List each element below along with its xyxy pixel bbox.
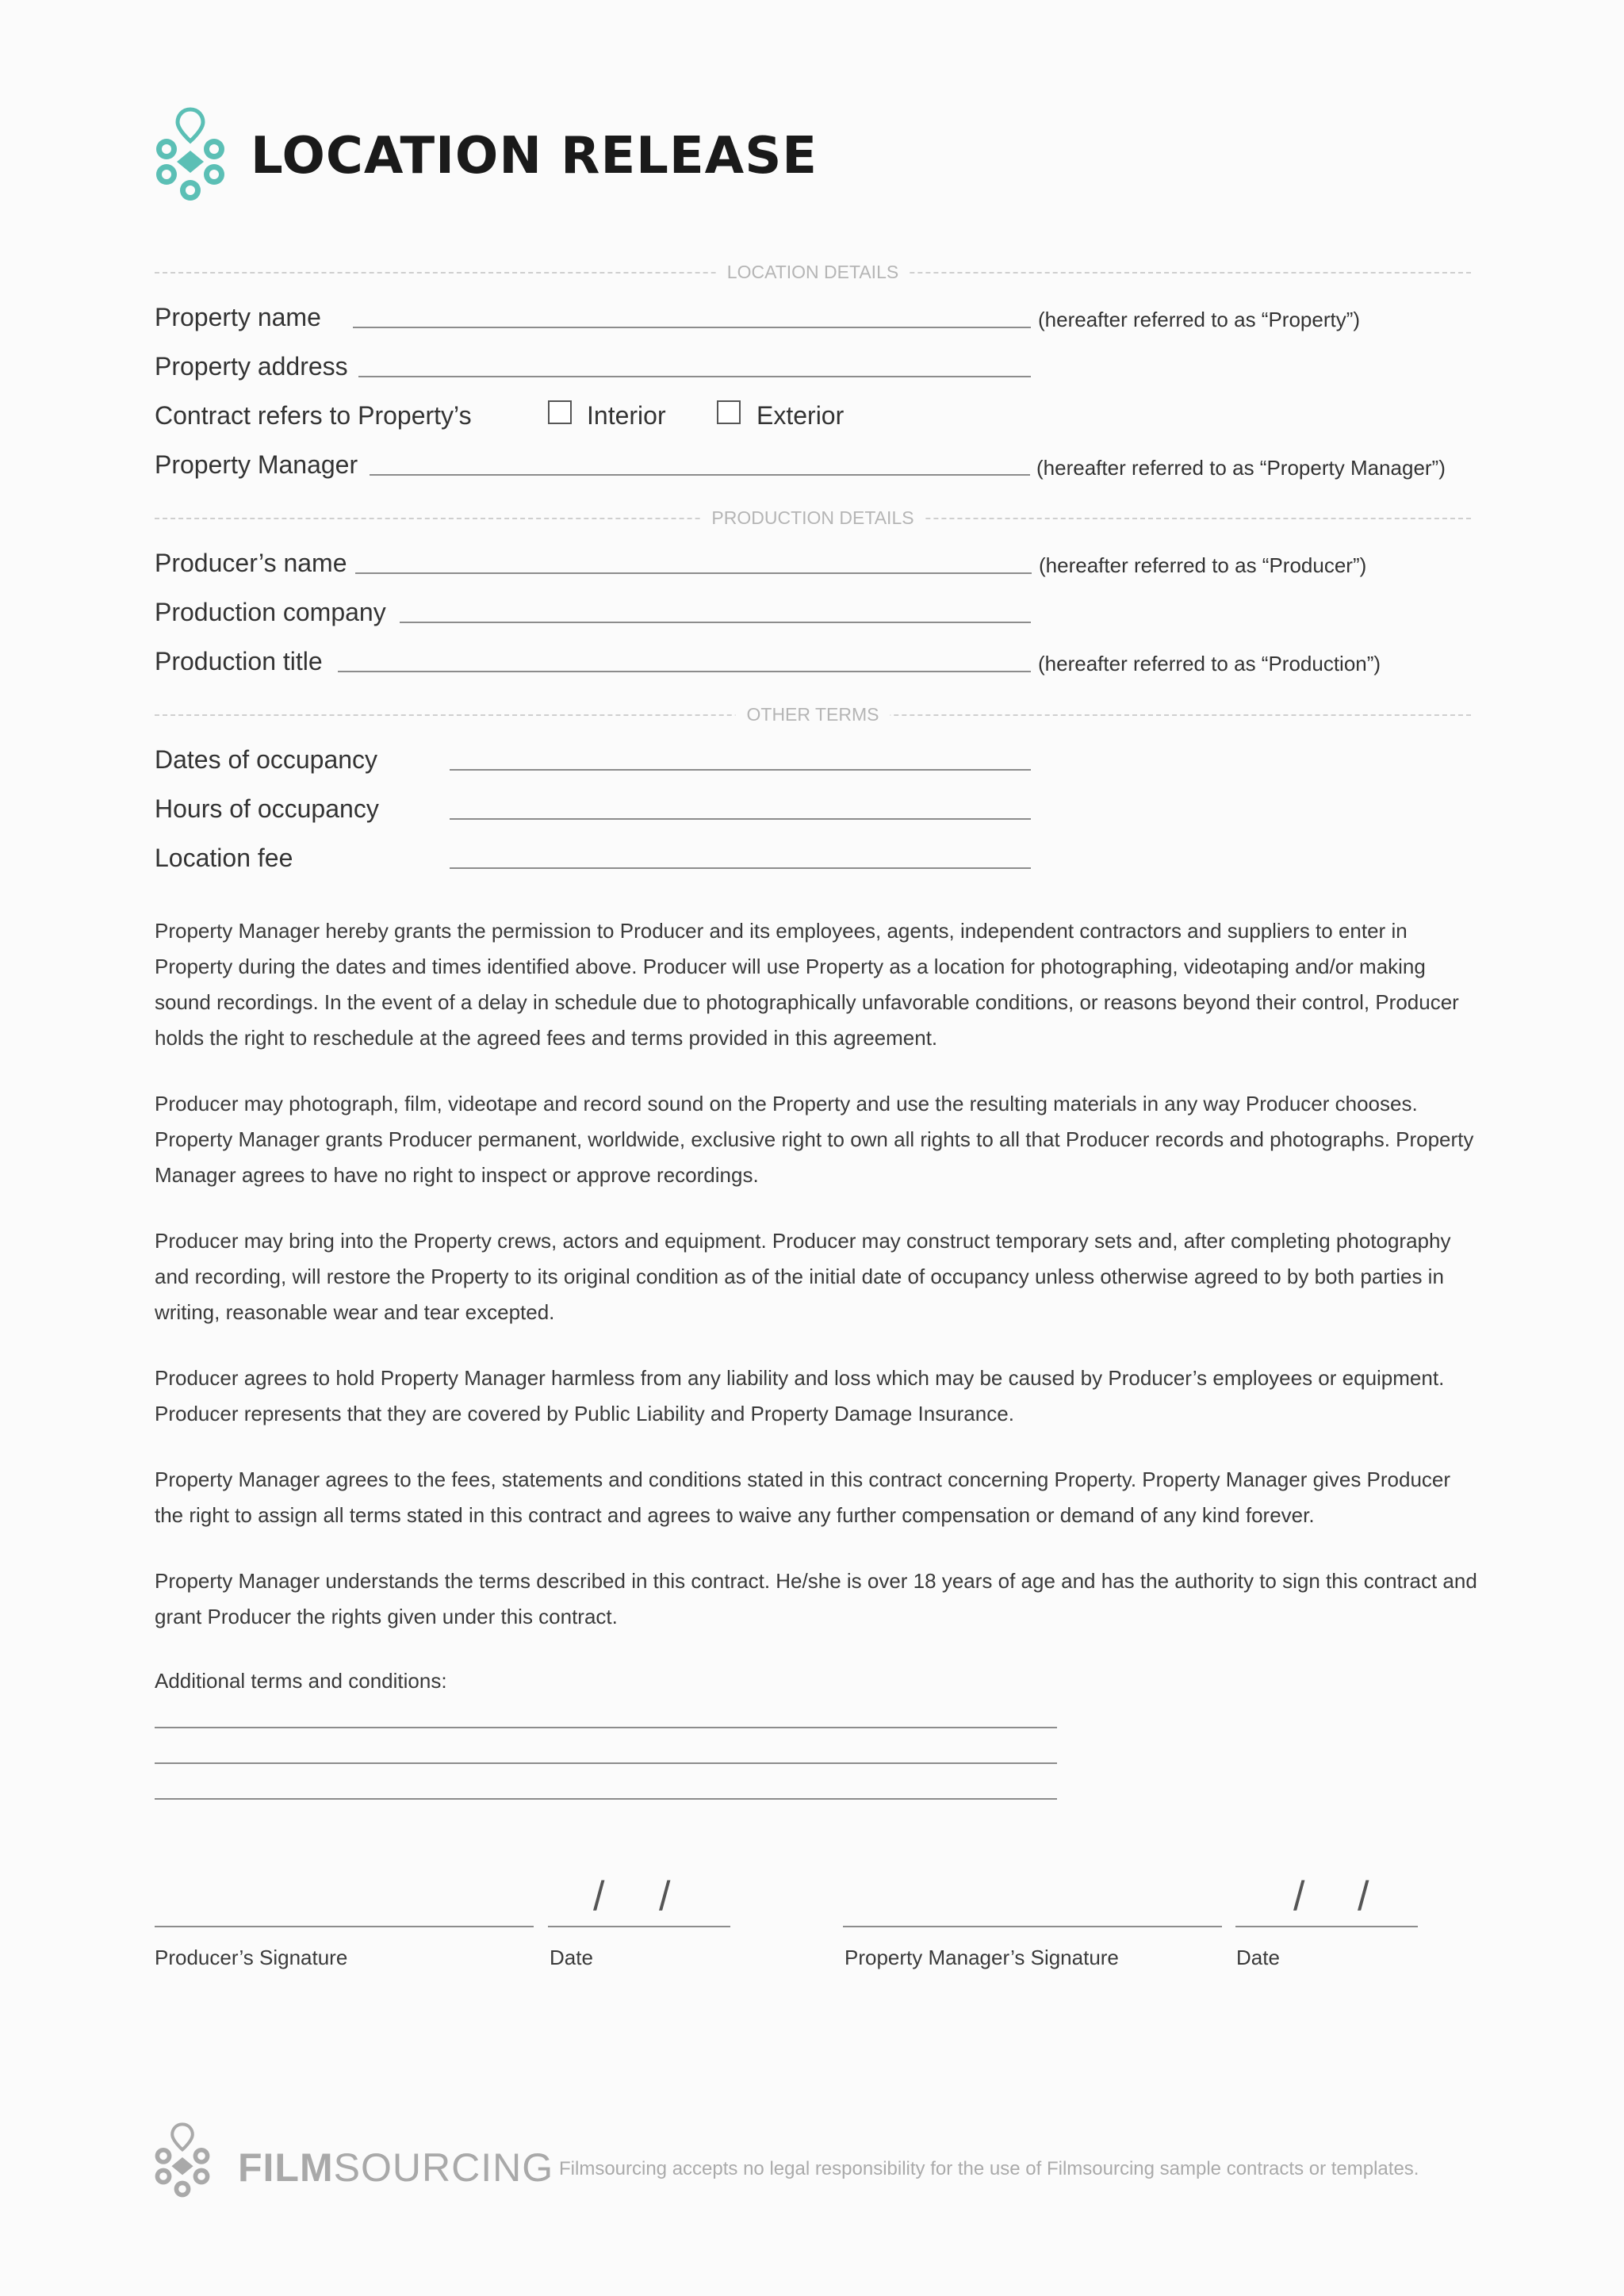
contract-refers-label: Contract refers to Property’s: [155, 401, 472, 430]
producer-date-field[interactable]: [548, 1926, 730, 1927]
date-separator: /: [1293, 1873, 1305, 1919]
manager-signature-label: Property Manager’s Signature: [845, 1946, 1119, 1969]
hours-of-occupancy-field[interactable]: [450, 818, 1031, 820]
production-company-field[interactable]: [400, 622, 1031, 623]
producer-signature-field[interactable]: [155, 1926, 534, 1927]
dates-of-occupancy-label: Dates of occupancy: [155, 745, 378, 774]
hours-of-occupancy-label: Hours of occupancy: [155, 794, 379, 823]
property-address-field[interactable]: [358, 376, 1031, 377]
manager-date-label: Date: [1236, 1946, 1280, 1969]
property-manager-label: Property Manager: [155, 450, 358, 479]
paragraph-fees: Property Manager agrees to the fees, statements and conditions stated in this contract concerning Property. Property Manager gives Producer the right to assign all terms stated in this contract and agrees to waive any further compensation or demand of any kind forever.: [155, 1468, 1451, 1527]
section-divider-location: [155, 260, 1471, 284]
producer-signature-label: Producer’s Signature: [155, 1946, 348, 1969]
section-divider-other: [155, 702, 1471, 726]
section-label: PRODUCTION DETAILS: [700, 506, 925, 530]
manager-date-field[interactable]: [1235, 1926, 1418, 1927]
additional-terms-label: Additional terms and conditions:: [155, 1669, 447, 1693]
date-separator: /: [1358, 1873, 1369, 1919]
date-separator: /: [593, 1873, 605, 1919]
property-manager-note: (hereafter referred to as “Property Manager”): [1036, 456, 1446, 480]
footer-disclaimer: Filmsourcing accepts no legal responsibility for the use of Filmsourcing sample contracts or templates.: [559, 2158, 1419, 2179]
filmsourcing-logo-icon: [151, 103, 230, 206]
production-title-note: (hereafter referred to as “Production”): [1038, 652, 1381, 675]
production-title-label: Production title: [155, 647, 323, 675]
producer-name-field[interactable]: [355, 572, 1032, 574]
additional-terms-line-1[interactable]: [155, 1727, 1057, 1728]
interior-checkbox[interactable]: [548, 400, 572, 424]
section-label: LOCATION DETAILS: [716, 260, 910, 284]
property-name-label: Property name: [155, 303, 321, 331]
dates-of-occupancy-field[interactable]: [450, 769, 1031, 771]
filmsourcing-footer-logo-icon: [151, 2117, 214, 2204]
interior-label: Interior: [587, 401, 666, 430]
producer-name-label: Producer’s name: [155, 549, 347, 577]
additional-terms-line-2[interactable]: [155, 1762, 1057, 1764]
date-separator: /: [659, 1873, 671, 1919]
production-title-field[interactable]: [338, 671, 1031, 672]
property-address-label: Property address: [155, 352, 348, 381]
page-title: LOCATION RELEASE: [251, 127, 818, 186]
producer-date-label: Date: [550, 1946, 593, 1969]
exterior-checkbox[interactable]: [717, 400, 741, 424]
production-company-label: Production company: [155, 598, 386, 626]
section-label: OTHER TERMS: [736, 702, 891, 726]
paragraph-rights: Producer may photograph, film, videotape and record sound on the Property and use the resulting materials in any way Producer chooses. Property Manager grants Producer permanent, worldwide, exclusive right to own all rights to all that Producer records and photographs. Property Manager agrees to have no right to inspect or approve recordings.: [155, 1092, 1474, 1187]
manager-signature-field[interactable]: [843, 1926, 1222, 1927]
producer-name-note: (hereafter referred to as “Producer”): [1039, 553, 1367, 577]
brand-light: SOURCING: [333, 2145, 554, 2190]
footer-brand: [238, 2145, 553, 2191]
paragraph-age: Property Manager understands the terms described in this contract. He/she is over 18 years of age and has the authority to sign this contract and grant Producer the rights given under this contract.: [155, 1569, 1477, 1628]
property-name-field[interactable]: [353, 327, 1031, 328]
location-fee-label: Location fee: [155, 844, 293, 872]
property-name-note: (hereafter referred to as “Property”): [1038, 308, 1361, 331]
location-fee-field[interactable]: [450, 867, 1031, 869]
paragraph-equipment: Producer may bring into the Property crews, actors and equipment. Producer may construct temporary sets and, after completing photography and recording, will restore the Property to its original condition as of the initial date of occupancy unless otherwise agreed to by both parties in writing, reasonable wear and tear excepted.: [155, 1229, 1451, 1324]
paragraph-permission: Property Manager hereby grants the permission to Producer and its employees, agents, independent contractors and suppliers to enter in Property during the dates and times identified above. Producer will use Property as a location for photographing, videotaping and/or making sound recordings. In the event of a delay in schedule due to photographically unfavorable conditions, or reasons beyond their control, Producer holds the right to reschedule at the agreed fees and terms provided in this agreement.: [155, 919, 1459, 1050]
section-divider-production: [155, 506, 1471, 530]
property-manager-field[interactable]: [370, 474, 1030, 476]
paragraph-liability: Producer agrees to hold Property Manager harmless from any liability and loss which may be caused by Producer’s employees or equipment. Producer represents that they are covered by Public Liability and Property Damage Insurance.: [155, 1366, 1445, 1425]
exterior-label: Exterior: [756, 401, 845, 430]
additional-terms-line-3[interactable]: [155, 1798, 1057, 1800]
brand-bold: FILM: [238, 2145, 334, 2190]
